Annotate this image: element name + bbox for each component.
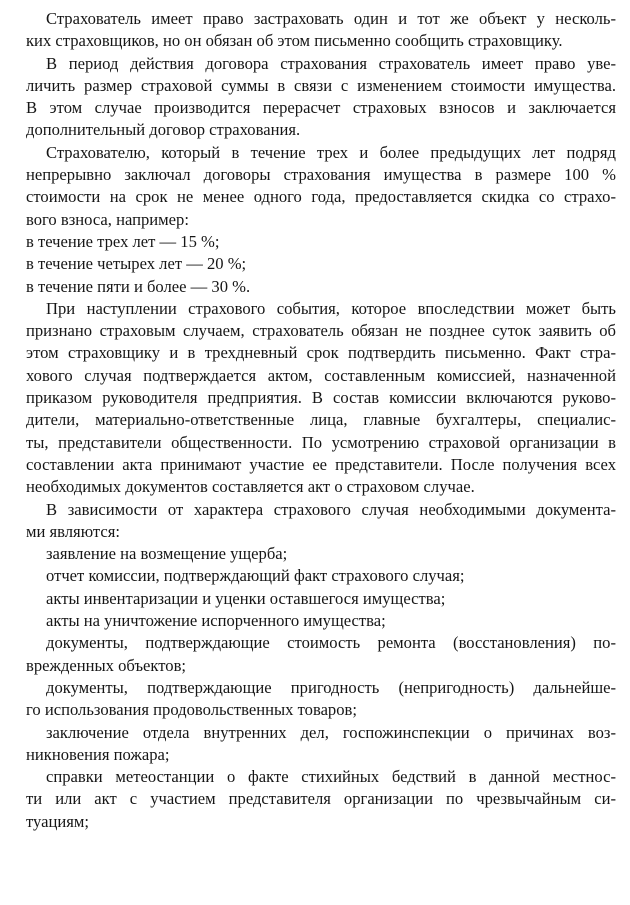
document-page <box>26 8 616 833</box>
text-line: ты, представители общественности. По усмотрению страховой организации в <box>26 432 616 452</box>
paragraph-required-documents <box>26 499 616 544</box>
list-item: документы, подтверждающие стоимость ремонта (восстановления) по- <box>46 633 616 653</box>
paragraph-multiple-insurers <box>26 8 616 53</box>
list-item: отчет комиссии, подтверждающий факт страхового случая; <box>46 566 465 586</box>
text-line: В зависимости от характера страхового случая необходимыми документа- <box>46 499 616 519</box>
text-line: ких страховщиков, но он обязан об этом письменно сообщить страховщику. <box>26 31 563 51</box>
text-line: хового случая подтверждается актом, составленным комиссией, назначенной <box>26 365 616 385</box>
list-item: в течение трех лет — 15 %; <box>26 231 220 251</box>
list-item-continuation: туациям; <box>26 811 89 831</box>
list-item-continuation: никновения пожара; <box>26 744 170 764</box>
text-line: дополнительный договор страхования. <box>26 120 301 140</box>
text-line: ми являются: <box>26 521 120 541</box>
documents-list <box>26 543 616 833</box>
list-item: акты на уничтожение испорченного имущества; <box>46 611 386 631</box>
list-item: справки метеостанции о факте стихийных бедствий в данной местнос- <box>46 767 616 787</box>
text-line: составлении акта принимают участие ее представители. После получения всех <box>26 454 616 474</box>
list-item: в течение пяти и более — 30 %. <box>26 276 251 296</box>
list-item-continuation: ти или акт с участием представителя организации по чрезвычайным си- <box>26 789 616 809</box>
list-item-continuation: го использования продовольственных товаров; <box>26 700 357 720</box>
text-line: вого взноса, например: <box>26 209 189 229</box>
list-item: заявление на возмещение ущерба; <box>46 544 288 564</box>
paragraph-increase-sum <box>26 53 616 142</box>
text-line: личить размер страховой суммы в связи с изменением стоимости имущества. <box>26 75 616 95</box>
text-line: стоимости на срок не менее одного года, предоставляется скидка со страхо- <box>26 187 616 207</box>
list-item-continuation: врежденных объектов; <box>26 655 187 675</box>
list-item: документы, подтверждающие пригодность (непригодность) дальнейше- <box>46 677 616 697</box>
text-line: В этом случае производится перерасчет страховых взносов и заключается <box>26 98 616 118</box>
discount-list <box>26 231 616 298</box>
text-line: признано страховым случаем, страхователь обязан не позднее суток заявить об <box>26 321 616 341</box>
text-line: непрерывно заключал договоры страхования имущества в размере 100 % <box>26 165 616 185</box>
paragraph-insured-event <box>26 298 616 499</box>
text-line: При наступлении страхового события, которое впоследствии может быть <box>46 298 616 318</box>
text-line: дители, материально-ответственные лица, главные бухгалтеры, специалис- <box>26 410 616 430</box>
text-line: Страхователь имеет право застраховать один и тот же объект у несколь- <box>46 9 616 28</box>
text-line: этом страховщику и в трехдневный срок подтвердить письменно. Факт стра- <box>26 343 616 363</box>
text-line: приказом руководителя предприятия. В состав комиссии включаются руково- <box>26 388 616 408</box>
text-line: необходимых документов составляется акт о страховом случае. <box>26 477 475 497</box>
list-item: в течение четырех лет — 20 %; <box>26 254 247 274</box>
list-item: акты инвентаризации и уценки оставшегося имущества; <box>46 588 446 608</box>
text-line: Страхователю, который в течение трех и более предыдущих лет подряд <box>46 142 616 162</box>
list-item: заключение отдела внутренних дел, госпожинспекции о причинах воз- <box>46 722 616 742</box>
text-line: В период действия договора страхования страхователь имеет право уве- <box>46 53 616 73</box>
paragraph-discount <box>26 142 616 231</box>
